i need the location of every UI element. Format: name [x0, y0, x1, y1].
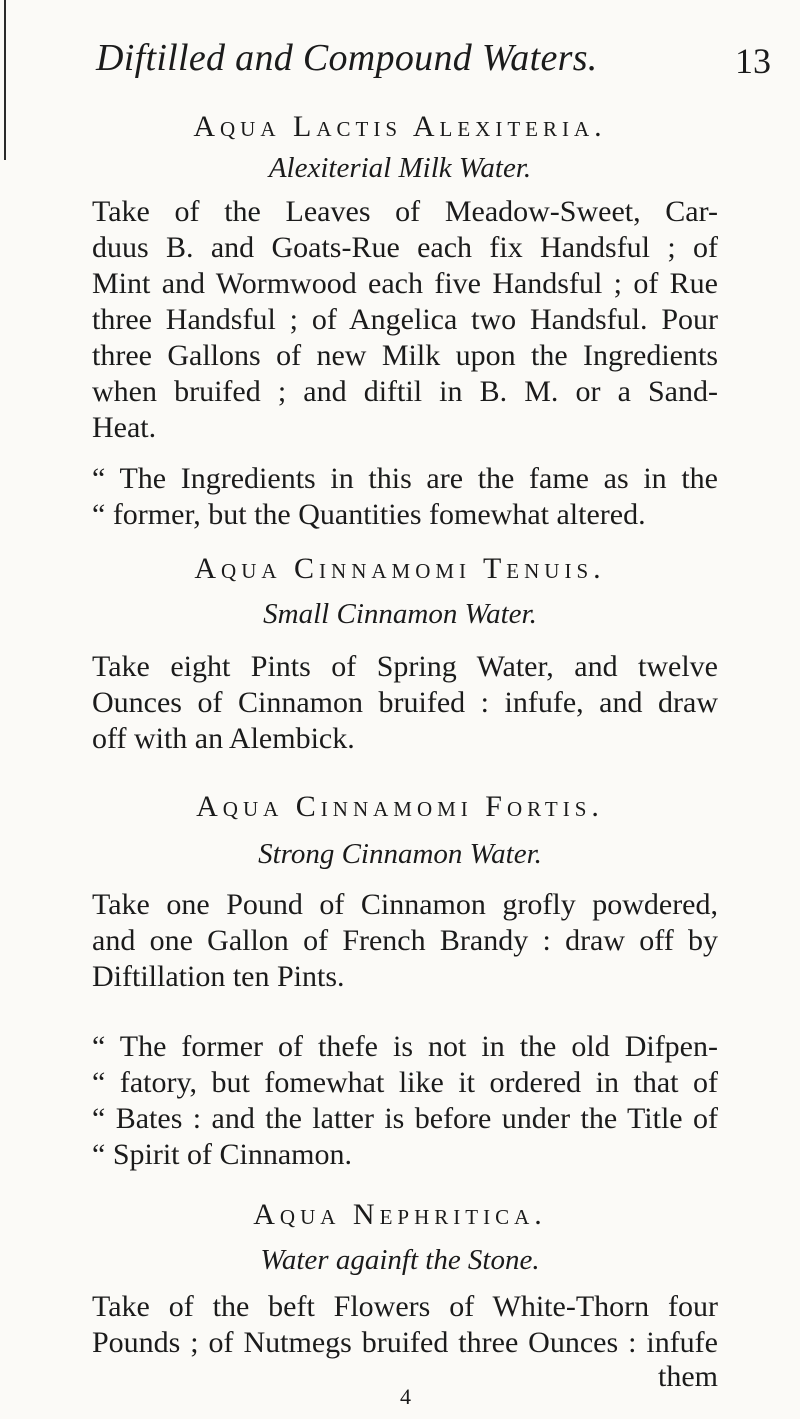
- text-line: Mint and Wormwood each five Handsful ; of Rue: [92, 267, 718, 300]
- section-subtitle: Small Cinnamon Water.: [263, 598, 537, 630]
- quoted-line: “ The former of thefe is not in the old Difpen-: [92, 1030, 718, 1063]
- quoted-line: “ fatory, but fomewhat like it ordered in that of: [92, 1066, 718, 1099]
- text-line: Heat.: [92, 411, 157, 444]
- text-line: Diftillation ten Pints.: [92, 960, 345, 993]
- text-line: when bruifed ; and diftil in B. M. or a Sand-: [92, 375, 718, 408]
- section-title: Aqua Cinnamomi Tenuis.: [194, 552, 606, 585]
- text-line: Take of the Leaves of Meadow-Sweet, Car-: [92, 195, 718, 228]
- section-subtitle: Strong Cinnamon Water.: [258, 838, 542, 870]
- text-line: duus B. and Goats-Rue each fix Handsful ; of: [92, 231, 718, 264]
- quoted-line: “ Bates : and the latter is before under the Title of: [92, 1102, 718, 1135]
- text-line: three Handsful ; of Angelica two Handsful. Pour: [92, 303, 718, 336]
- text-line: Ounces of Cinnamon bruifed : infufe, and draw: [92, 686, 718, 719]
- text-line: Take of the beft Flowers of White-Thorn four: [92, 1290, 718, 1323]
- text-line: three Gallons of new Milk upon the Ingredients: [92, 339, 718, 372]
- text-line: Take eight Pints of Spring Water, and twelve: [92, 650, 718, 683]
- section-subtitle: Water againft the Stone.: [260, 1244, 540, 1276]
- quoted-line: “ The Ingredients in this are the fame as in the: [92, 462, 718, 495]
- text-line: off with an Alembick.: [92, 722, 355, 755]
- catchword: them: [658, 1360, 718, 1393]
- section-subtitle: Alexiterial Milk Water.: [268, 152, 532, 184]
- page-number: 13: [735, 41, 771, 81]
- section-title: Aqua Nephritica.: [253, 1198, 547, 1231]
- section-title: Aqua Cinnamomi Fortis.: [196, 790, 604, 823]
- text-line: and one Gallon of French Brandy : draw off by: [92, 924, 718, 957]
- quoted-line: “ Spirit of Cinnamon.: [92, 1138, 352, 1171]
- signature-mark: 4: [400, 1384, 411, 1409]
- section-title: Aqua Lactis Alexiteria.: [193, 110, 607, 143]
- quoted-line: “ former, but the Quantities fomewhat altered.: [92, 498, 646, 531]
- text-line: Pounds ; of Nutmegs bruifed three Ounces : infufe: [92, 1326, 718, 1359]
- running-head: Diftilled and Compound Waters.: [96, 37, 598, 79]
- text-line: Take one Pound of Cinnamon grofly powdered,: [92, 888, 718, 921]
